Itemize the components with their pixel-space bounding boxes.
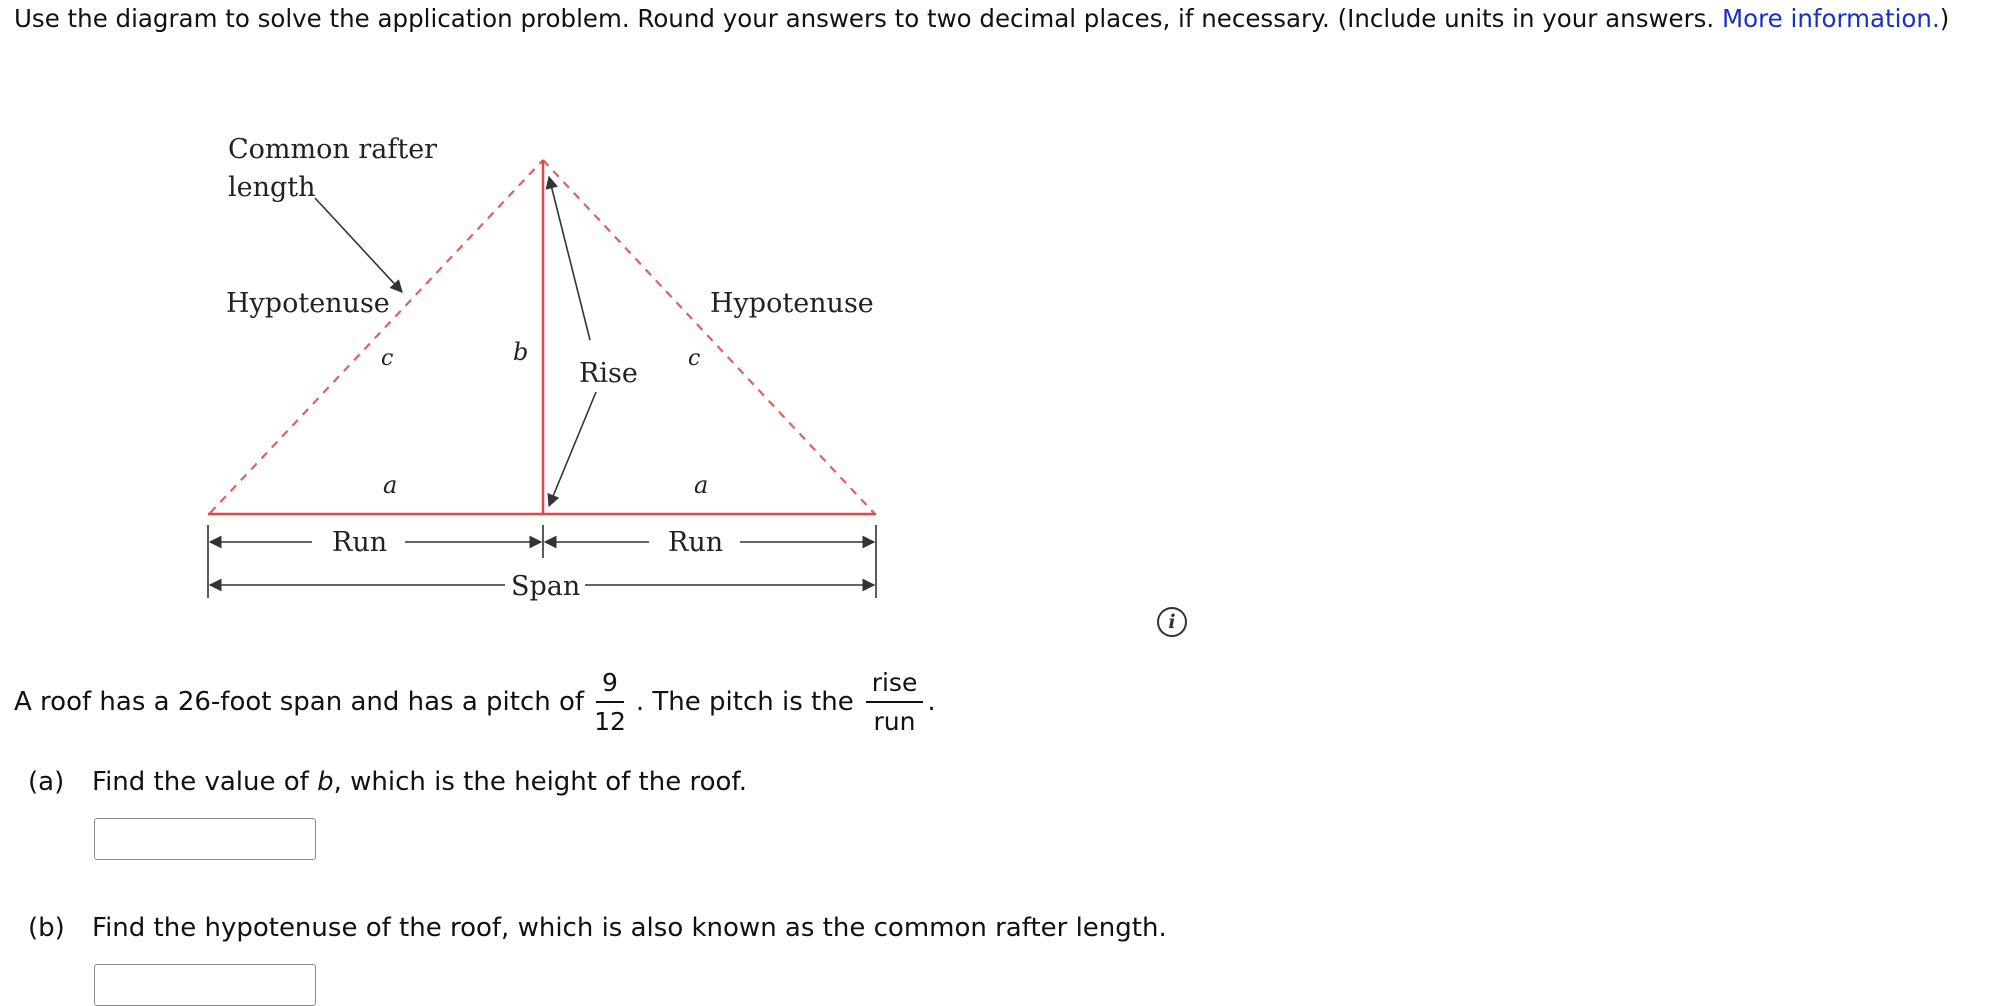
label-span: Span: [511, 571, 581, 602]
label-a-left: a: [383, 471, 398, 499]
rafter-pointer-arrow: [315, 198, 402, 292]
question-a: [28, 764, 747, 800]
label-a-right: a: [694, 471, 709, 499]
pitch-numerator: 9: [596, 666, 624, 703]
problem-text-end: .: [927, 687, 936, 717]
label-c-right: c: [688, 346, 701, 371]
question-a-variable: b: [317, 767, 334, 797]
ratio-numerator: rise: [866, 666, 924, 703]
left-hypotenuse-line: [210, 160, 543, 513]
instructions-text: Use the diagram to solve the application problem. Round your answers to two decimal places, if necessary. (Include units in your answers.: [14, 4, 1723, 33]
label-c-left: c: [381, 346, 394, 371]
label-rise: Rise: [579, 358, 638, 389]
pitch-denominator: 12: [594, 707, 626, 736]
info-icon[interactable]: i: [1157, 607, 1187, 637]
rise-arrow-down: [549, 392, 596, 506]
question-b-text: Find the hypotenuse of the roof, which is also known as the common rafter length.: [92, 913, 1167, 943]
question-b-label: (b): [28, 913, 65, 943]
instructions-text-end: ): [1939, 4, 1950, 33]
problem-text-middle: . The pitch is the: [635, 687, 854, 717]
label-common-rafter: Common rafter: [228, 134, 438, 165]
answer-b-input[interactable]: [94, 964, 316, 1006]
question-a-text-after: , which is the height of the roof.: [333, 767, 747, 797]
answer-a-input[interactable]: [94, 818, 316, 860]
label-hypotenuse-right: Hypotenuse: [710, 288, 874, 319]
question-a-label: (a): [28, 767, 65, 797]
rise-arrow-up: [549, 177, 590, 340]
label-hypotenuse-left: Hypotenuse: [226, 288, 390, 319]
right-hypotenuse-line: [543, 160, 874, 513]
label-run-left: Run: [332, 527, 388, 558]
problem-statement: [14, 666, 936, 738]
label-run-right: Run: [668, 527, 724, 558]
rise-run-fraction: [866, 666, 924, 738]
question-b: [28, 910, 1167, 946]
pitch-fraction: [588, 666, 632, 738]
roof-diagram: [200, 120, 900, 610]
instructions: [14, 0, 1974, 37]
more-information-link[interactable]: More information.: [1722, 4, 1940, 33]
label-b: b: [513, 338, 529, 366]
question-a-text-before: Find the value of: [92, 767, 309, 797]
problem-text-before: A roof has a 26-foot span and has a pitch of: [14, 687, 585, 717]
label-length: length: [228, 172, 316, 203]
ratio-denominator: run: [873, 707, 916, 736]
